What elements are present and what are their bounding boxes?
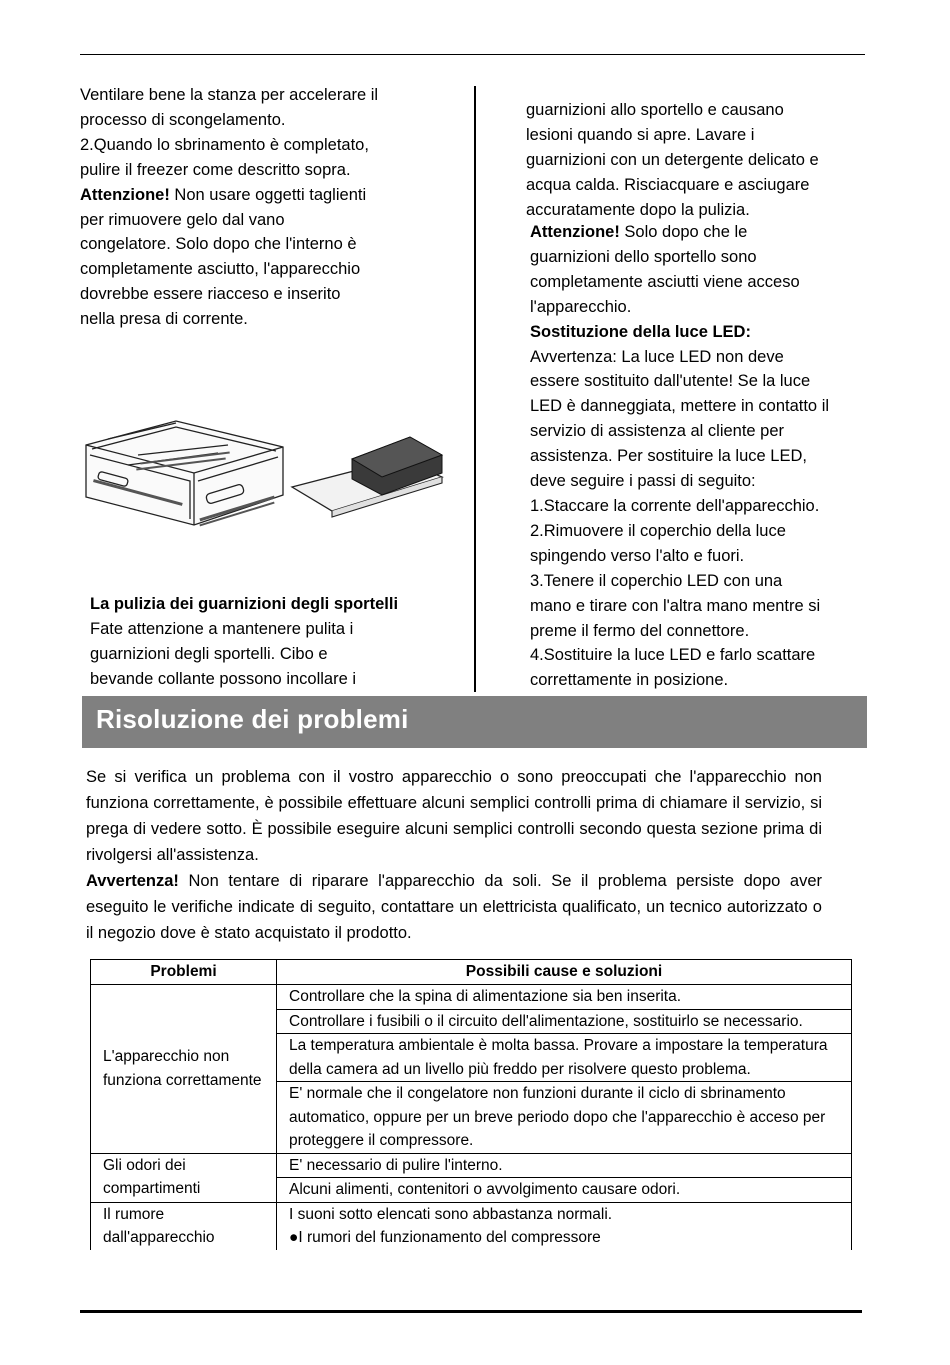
warning-text: Solo dopo che le <box>619 223 748 241</box>
right-column-text <box>530 220 880 693</box>
text-line: LED è danneggiata, mettere in contatto il <box>530 397 830 416</box>
text-line: essere sostituito dall'utente! Se la luce <box>530 372 811 391</box>
text-line: Ventilare bene la stanza per accelerare il <box>80 86 379 104</box>
table-row <box>91 1202 852 1250</box>
text-line: 2.Quando lo sbrinamento è completato, <box>80 135 369 154</box>
gasket-heading <box>90 592 460 617</box>
text-line: deve seguire i passi di seguito: <box>530 472 756 491</box>
text-line: correttamente in posizione. <box>530 671 729 690</box>
troubleshooting-table <box>90 959 852 1250</box>
text-line: processo di scongelamento. <box>80 110 286 129</box>
solution-cell: Controllare che la spina di alimentazione sia ben inserita. <box>277 985 852 1010</box>
warning-text: Non tentare di riparare l'apparecchio da soli. Se il problema persiste dopo aver eseguito le verifiche indicate di seguito, contattare un elettricista qualificato, un tecnico autorizzato o il negozio dove è stato acquistato il prodotto. <box>86 872 822 942</box>
intro-paragraph: Se si verifica un problema con il vostro apparecchio o sono preoccupati che l'apparecchio non funziona correttamente, è possibile effettuare alcuni semplici controlli prima di chiamare il servizio, si prega di vedere sotto. È possibile eseguire alcuni semplici controlli secondo questa sezione prima di rivolgersi all'assistenza. <box>86 768 822 864</box>
text-line: per rimuovere gelo dal vano <box>80 210 285 229</box>
text-line: l'apparecchio. <box>530 297 632 316</box>
bottom-rule <box>80 1310 862 1313</box>
header-problems: Problemi <box>91 960 277 985</box>
text-line: mano e tirare con l'altra mano mentre si <box>530 596 821 615</box>
solution-cell: La temperatura ambientale è molta bassa. Provare a impostare la temperatura della camera ad un livello più freddo per risolvere questo problema. <box>277 1034 852 1082</box>
text-line: 1.Staccare la corrente dell'apparecchio. <box>530 496 820 515</box>
text-line: Avvertenza: La luce LED non deve <box>530 347 784 366</box>
text-line: dovrebbe essere riacceso e inserito <box>80 285 341 304</box>
warning-label: Attenzione! <box>80 185 170 204</box>
led-heading <box>530 320 880 345</box>
column-divider <box>474 86 476 692</box>
right-column-text-top <box>526 98 876 223</box>
text-line: guarnizioni degli sportelli. Cibo e <box>90 644 328 663</box>
table-row <box>91 985 852 1010</box>
warning-line <box>80 183 460 208</box>
text-line: guarnizioni allo sportello e causano <box>526 101 784 119</box>
gasket-heading-text: La pulizia dei guarnizioni degli sportelli <box>90 595 399 613</box>
text-line: congelatore. Solo dopo che l'interno è <box>80 235 357 254</box>
text-line: guarnizioni con un detergente delicato e <box>526 150 819 169</box>
text-line: assistenza. Per sostituire la luce LED, <box>530 447 807 466</box>
text-line: 3.Tenere il coperchio LED con una <box>530 571 783 590</box>
text-line: completamente asciutti viene acceso <box>530 272 800 291</box>
table-header-row <box>91 960 852 985</box>
section-banner <box>82 696 867 748</box>
text-line: nella presa di corrente. <box>80 310 248 329</box>
text-line: guarnizioni dello sportello sono <box>530 247 757 266</box>
led-heading-text: Sostituzione della luce LED: <box>530 322 751 341</box>
text-line: acqua calda. Risciacquare e asciugare <box>526 175 810 194</box>
solution-cell: E' normale che il congelatore non funzioni durante il ciclo di sbrinamento automatico, oppure per un breve periodo dopo che l'apparecchio è acceso per proteggere il compressore. <box>277 1082 852 1154</box>
problem-cell: L'apparecchio non funziona correttamente <box>91 985 277 1154</box>
text-line: 2.Rimuovere il coperchio della luce <box>530 521 786 540</box>
text-line: 4.Sostituire la luce LED e farlo scattare <box>530 646 816 665</box>
problem-cell: Gli odori dei compartimenti <box>91 1153 277 1202</box>
text-line: servizio di assistenza al cliente per <box>530 422 785 441</box>
problem-cell: Il rumore dall'apparecchio <box>91 1202 277 1250</box>
gasket-section <box>90 592 460 692</box>
warning-label: Avvertenza! <box>86 872 179 890</box>
text-line: preme il fermo del connettore. <box>530 621 750 640</box>
text-line: accuratamente dopo la pulizia. <box>526 200 750 219</box>
text-line: pulire il freezer come descritto sopra. <box>80 160 351 179</box>
solution-cell: Controllare i fusibili o il circuito dell'alimentazione, sostituirlo se necessario. <box>277 1009 852 1034</box>
section-title: Risoluzione dei problemi <box>96 704 409 734</box>
solution-cell: Alcuni alimenti, contenitori o avvolgimento causare odori. <box>277 1178 852 1203</box>
header-causes-solutions: Possibili cause e soluzioni <box>277 960 852 985</box>
text-line: lesioni quando si apre. Lavare i <box>526 125 755 144</box>
troubleshooting-intro <box>86 764 822 946</box>
text-line: bevande collante possono incollare i <box>90 669 357 688</box>
drawer-sponge-illustration <box>78 415 450 535</box>
solution-cell: I suoni sotto elencati sono abbastanza normali. ●I rumori del funzionamento del compressore <box>277 1202 852 1250</box>
intro-warning <box>86 868 822 946</box>
table-row <box>91 1153 852 1178</box>
text-line: completamente asciutto, l'apparecchio <box>80 260 361 279</box>
warning-line <box>530 220 880 245</box>
warning-label: Attenzione! <box>530 223 620 241</box>
solution-cell: E' necessario di pulire l'interno. <box>277 1153 852 1178</box>
text-line: spingendo verso l'alto e fuori. <box>530 546 745 565</box>
left-column-text <box>80 83 460 332</box>
text-line: Fate attenzione a mantenere pulita i <box>90 619 354 638</box>
warning-text: Non usare oggetti taglienti <box>169 185 367 204</box>
top-rule <box>80 54 865 55</box>
